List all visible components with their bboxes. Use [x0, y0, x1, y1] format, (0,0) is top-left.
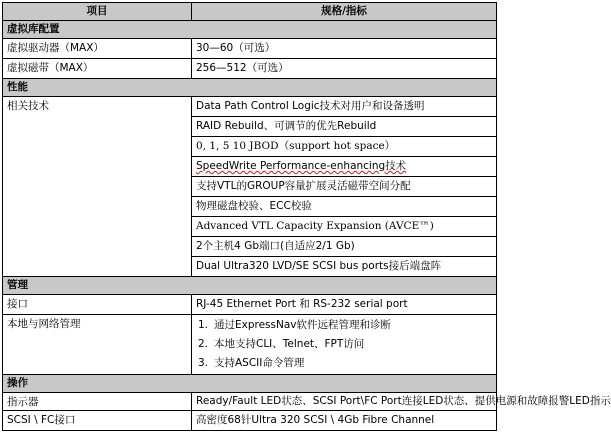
row-value-list — [192, 315, 497, 375]
section-title: 性能 — [3, 79, 497, 97]
list-item — [196, 316, 492, 335]
section-title: 虚拟库配置 — [3, 21, 497, 39]
row-name: 指示器 — [3, 393, 192, 411]
row-value: 256—512（可选） — [192, 59, 497, 79]
table-row — [3, 315, 497, 375]
section-title: 操作 — [3, 375, 497, 393]
table-header-row — [3, 3, 497, 21]
row-value: RJ-45 Ethernet Port 和 RS-232 serial port — [192, 295, 497, 315]
section-row-virtual-library — [3, 21, 497, 39]
table-row — [3, 295, 497, 315]
row-name: 接口 — [3, 295, 192, 315]
row-value: 2个主机4 Gb端口(自适应2/1 Gb) — [192, 237, 497, 257]
row-name: 相关技术 — [3, 97, 192, 277]
list-text: 支持ASCII命令管理 — [214, 357, 305, 369]
table-row — [3, 97, 497, 117]
list-text: 通过ExpressNav软件远程管理和诊断 — [214, 319, 392, 331]
row-value: RAID Rebuild、可调节的优先Rebuild — [192, 117, 497, 137]
table-row — [3, 59, 497, 79]
header-spec: 规格/指标 — [192, 3, 497, 21]
section-row-performance — [3, 79, 497, 97]
row-value: Dual Ultra320 LVD/SE SCSI bus ports接后端盘阵 — [192, 257, 497, 277]
row-value: Ready/Fault LED状态、SCSI Port\FC Port连接LED状态、提供电源和故障报警LED指示 — [192, 393, 497, 411]
section-row-operation — [3, 375, 497, 393]
header-item: 项目 — [3, 3, 192, 21]
list-number: 1. — [198, 319, 209, 331]
row-value — [192, 157, 497, 177]
row-name: 本地与网络管理 — [3, 315, 192, 375]
row-name: SCSI \ FC接口 — [3, 411, 192, 431]
table-row — [3, 411, 497, 431]
list-item — [196, 335, 492, 354]
list-number: 2. — [198, 338, 209, 350]
spec-table — [2, 2, 611, 431]
list-text: 本地支持CLI、Telnet、FPT访问 — [214, 338, 365, 350]
row-value: 高密度68针Ultra 320 SCSI \ 4Gb Fibre Channel — [192, 411, 497, 431]
section-title: 管理 — [3, 277, 497, 295]
row-value: 支持VTL的GROUP容量扩展灵活磁带空间分配 — [192, 177, 497, 197]
row-value: 30—60（可选） — [192, 39, 497, 59]
row-name: 虚拟磁带（MAX） — [3, 59, 192, 79]
list-number: 3. — [198, 357, 209, 369]
list-item — [196, 354, 492, 373]
row-value: 物理磁盘校验、ECC校验 — [192, 197, 497, 217]
row-value: Data Path Control Logic技术对用户和设备透明 — [192, 97, 497, 117]
row-value-text: SpeedWrite Performance-enhancing技术 — [196, 160, 407, 172]
table-row — [3, 393, 497, 411]
row-value: Advanced VTL Capacity Expansion (AVCE™) — [192, 217, 497, 237]
section-row-management — [3, 277, 497, 295]
table-row — [3, 39, 497, 59]
row-name: 虚拟驱动器（MAX） — [3, 39, 192, 59]
row-value: 0, 1, 5 10 JBOD（support hot space） — [192, 137, 497, 157]
